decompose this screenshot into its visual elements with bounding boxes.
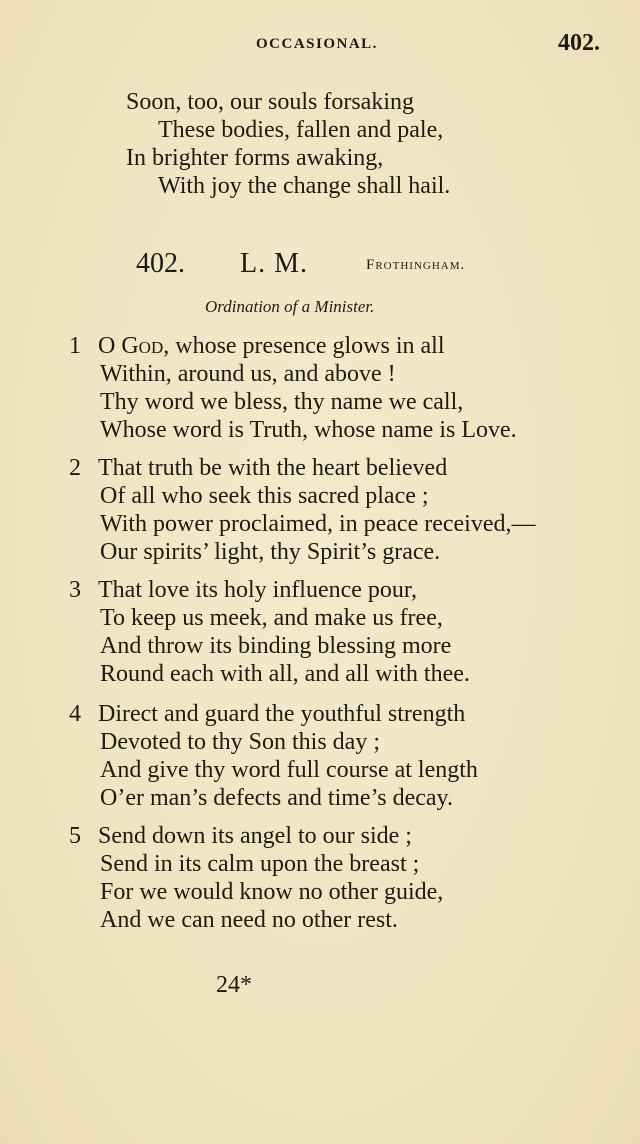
hymn-header: [136, 248, 516, 282]
verse-line: O’er man’s defects and time’s decay.: [100, 785, 453, 811]
verse-line: Of all who seek this sacred place ;: [100, 483, 429, 509]
small-caps-word: God: [121, 333, 164, 359]
verse-line: For we would know no other guide,: [100, 879, 444, 905]
verse-line: Whose word is Truth, whose name is Love.: [100, 417, 517, 443]
verse-line: To keep us meek, and make us free,: [100, 605, 443, 631]
verse-line: Send down its angel to our side ;: [98, 823, 412, 849]
verse-line: Send in its calm upon the breast ;: [100, 851, 420, 877]
page-number: 402.: [558, 30, 600, 56]
verse-number: 2: [69, 455, 81, 481]
verse-line: With power proclaimed, in peace received,—: [100, 511, 536, 537]
verse-line: Direct and guard the youthful strength: [98, 701, 466, 727]
verse-line: And we can need no other rest.: [100, 907, 398, 933]
verse-number: 4: [69, 701, 81, 727]
hymn-occasion: Ordination of a Minister.: [205, 297, 375, 316]
verse-line: And throw its binding blessing more: [100, 633, 452, 659]
prev-stanza-line: Soon, too, our souls forsaking: [126, 89, 414, 115]
hymn-meter: L. M.: [240, 248, 308, 279]
signature-mark: 24*: [216, 972, 252, 998]
verse-number: 5: [69, 823, 81, 849]
hymn-author: Frothingham.: [366, 257, 466, 273]
verse-line: O God, whose presence glows in all: [98, 333, 445, 359]
prev-stanza-line: With joy the change shall hail.: [158, 173, 451, 199]
verse-line: That truth be with the heart believed: [98, 455, 448, 481]
verse-line: Round each with all, and all with thee.: [100, 661, 470, 687]
verse-line: Thy word we bless, thy name we call,: [100, 389, 464, 415]
verse-line: And give thy word full course at length: [100, 757, 478, 783]
verse-line: Within, around us, and above !: [100, 361, 396, 387]
verse-number: 1: [69, 333, 81, 359]
hymn-number: 402.: [136, 248, 185, 279]
running-head: OCCASIONAL.: [256, 36, 378, 52]
verse-line: Devoted to thy Son this day ;: [100, 729, 380, 755]
prev-stanza-line: In brighter forms awaking,: [126, 145, 384, 171]
verse-line: That love its holy influence pour,: [98, 577, 417, 603]
verse-line: Our spirits’ light, thy Spirit’s grace.: [100, 539, 441, 565]
verse-number: 3: [69, 577, 81, 603]
prev-stanza-line: These bodies, fallen and pale,: [158, 117, 444, 143]
